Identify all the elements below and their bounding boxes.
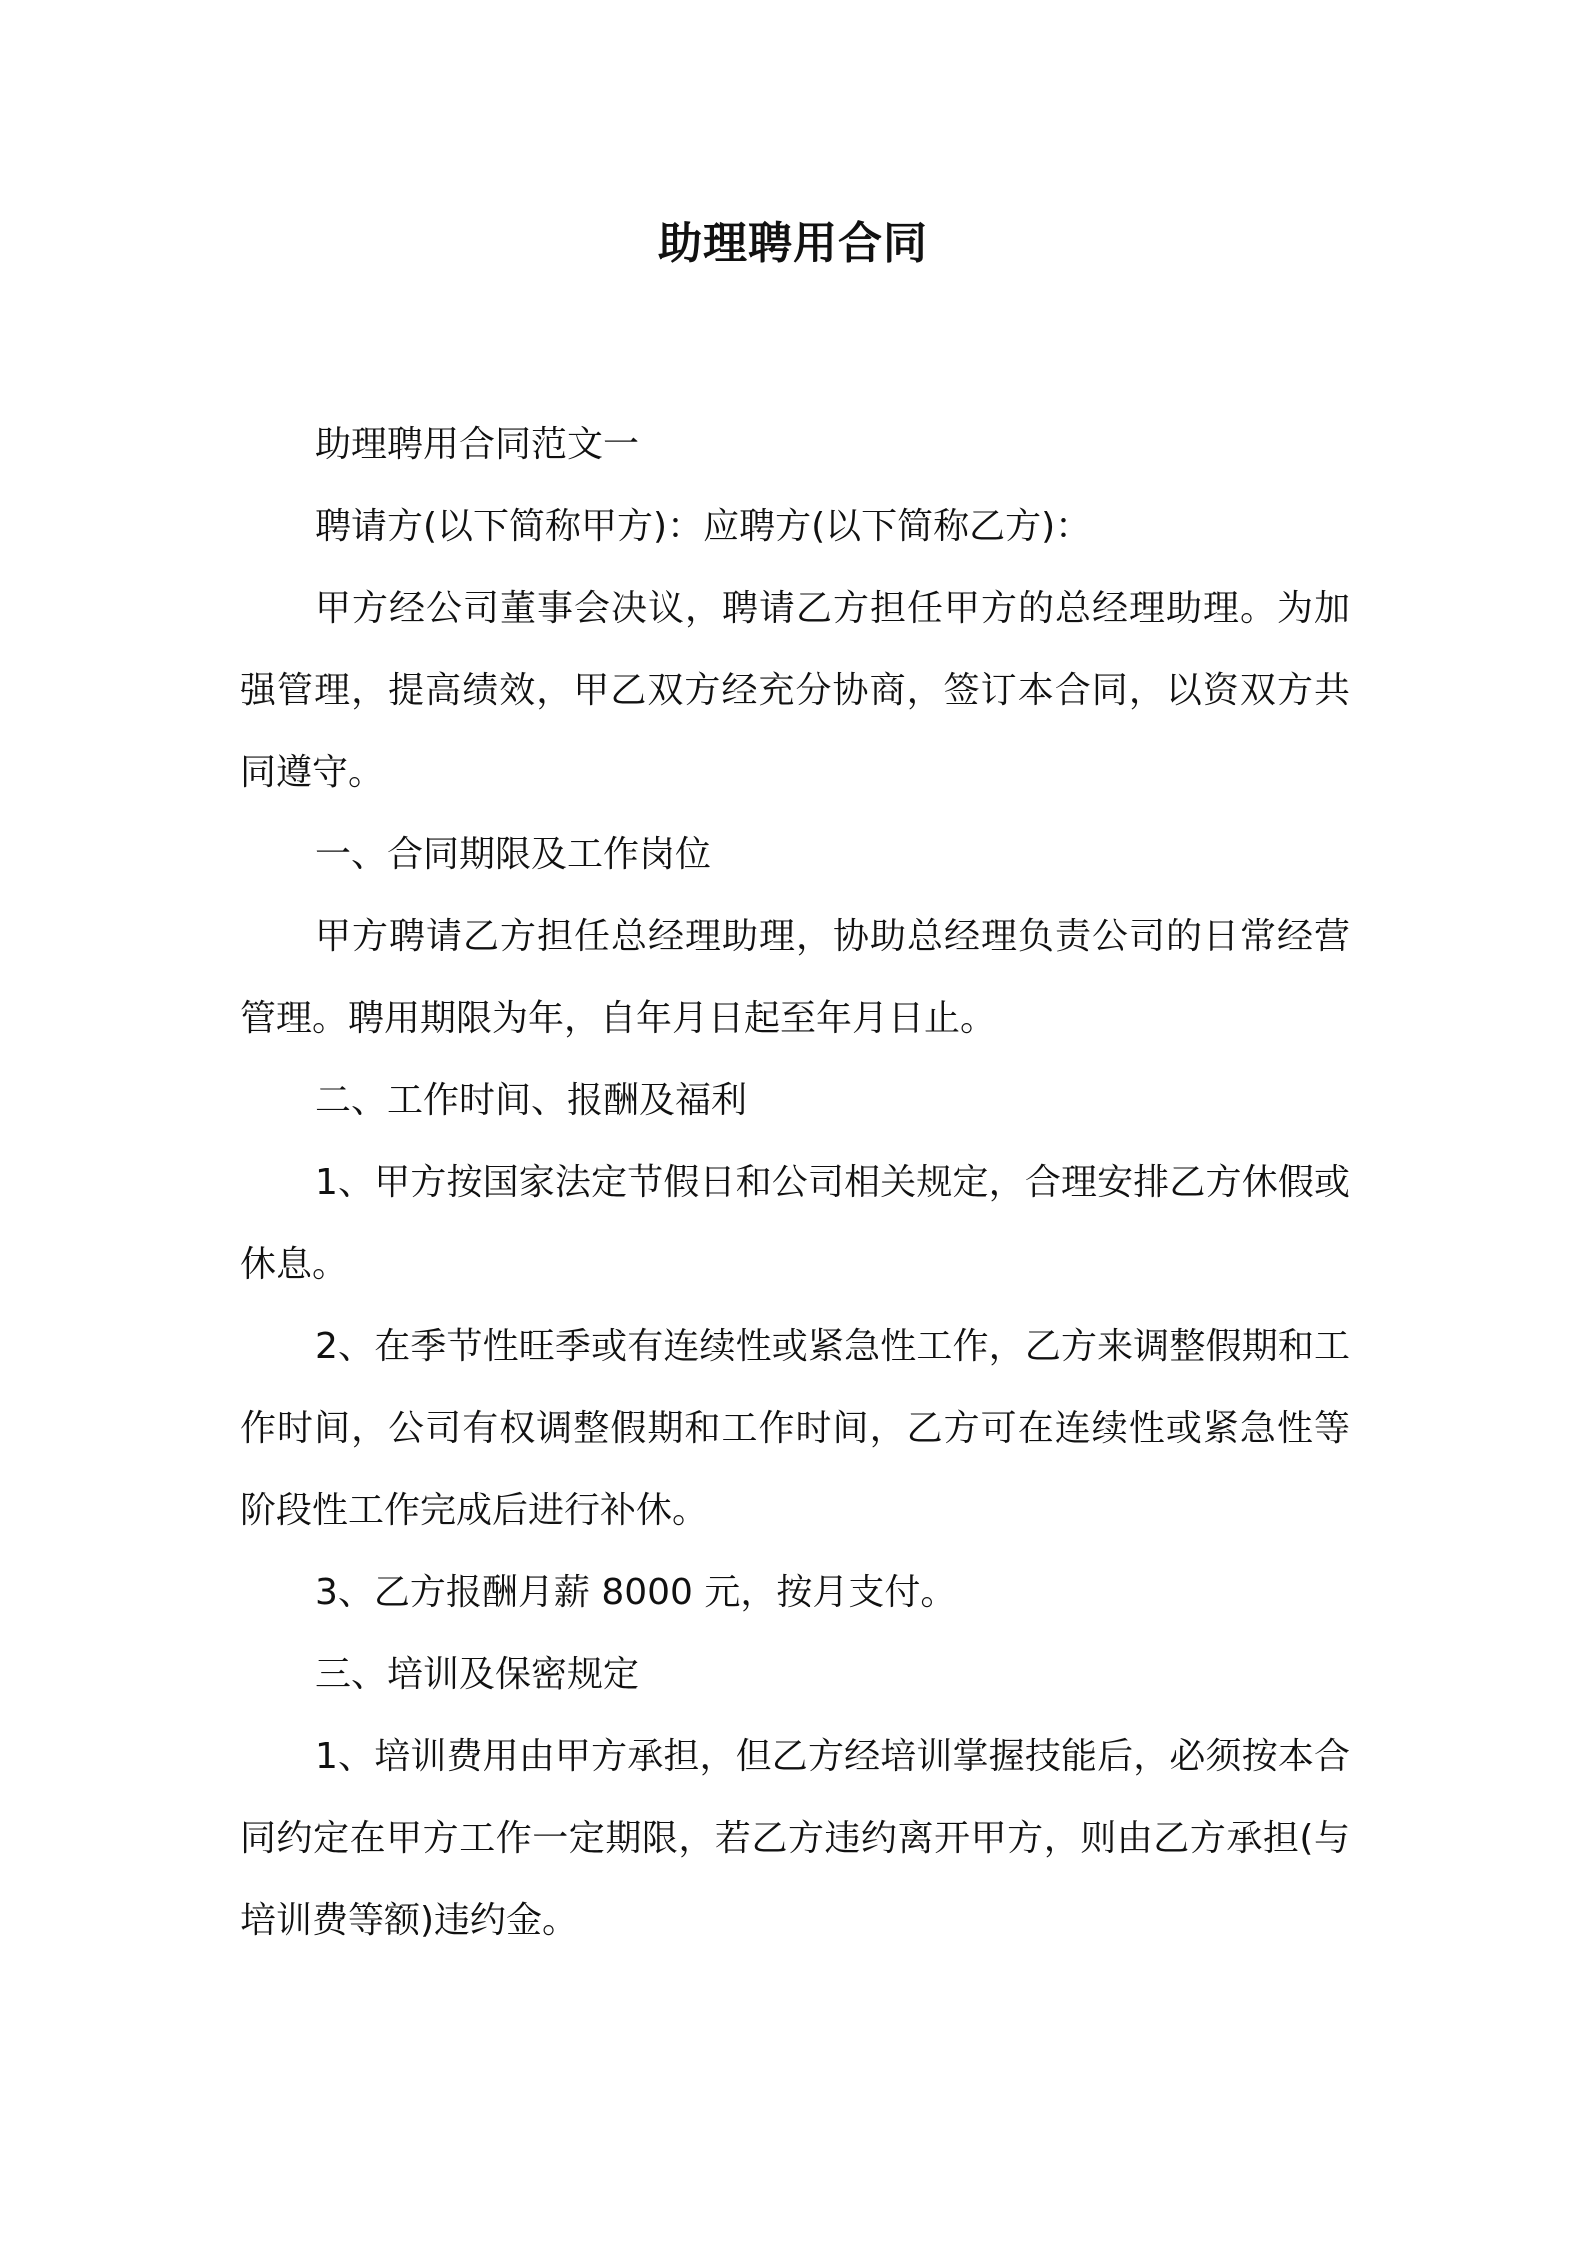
term-paragraph: 甲方聘请乙方担任总经理助理，协助总经理负责公司的日常经营管理。聘用期限为年，自年月日起至年月日止。 (240, 916, 1350, 1039)
document-title: 助理聘用合同 (658, 218, 928, 269)
section-heading-compensation: 二、工作时间、报酬及福利 (315, 1080, 748, 1121)
subtitle-paragraph: 助理聘用合同范文一 (315, 424, 640, 465)
compensation-item-2: 2、在季节性旺季或有连续性或紧急性工作，乙方来调整假期和工作时间，公司有权调整假期和工作时间，乙方可在连续性或紧急性等阶段性工作完成后进行补休。 (240, 1326, 1350, 1531)
parties-paragraph: 聘请方(以下简称甲方)：应聘方(以下简称乙方)： (315, 506, 1092, 547)
preamble-paragraph: 甲方经公司董事会决议，聘请乙方担任甲方的总经理助理。为加强管理，提高绩效，甲乙双方经充分协商，签订本合同，以资双方共同遵守。 (240, 588, 1350, 793)
section-heading-training: 三、培训及保密规定 (315, 1654, 640, 1695)
compensation-item-3: 3、乙方报酬月薪 8000 元，按月支付。 (315, 1572, 957, 1613)
section-heading-term: 一、合同期限及工作岗位 (315, 834, 712, 875)
compensation-item-1: 1、甲方按国家法定节假日和公司相关规定，合理安排乙方休假或休息。 (240, 1162, 1350, 1285)
document-body (240, 404, 1350, 1962)
training-item-1: 1、培训费用由甲方承担，但乙方经培训掌握技能后，必须按本合同约定在甲方工作一定期限，若乙方违约离开甲方，则由乙方承担(与培训费等额)违约金。 (240, 1736, 1350, 1941)
